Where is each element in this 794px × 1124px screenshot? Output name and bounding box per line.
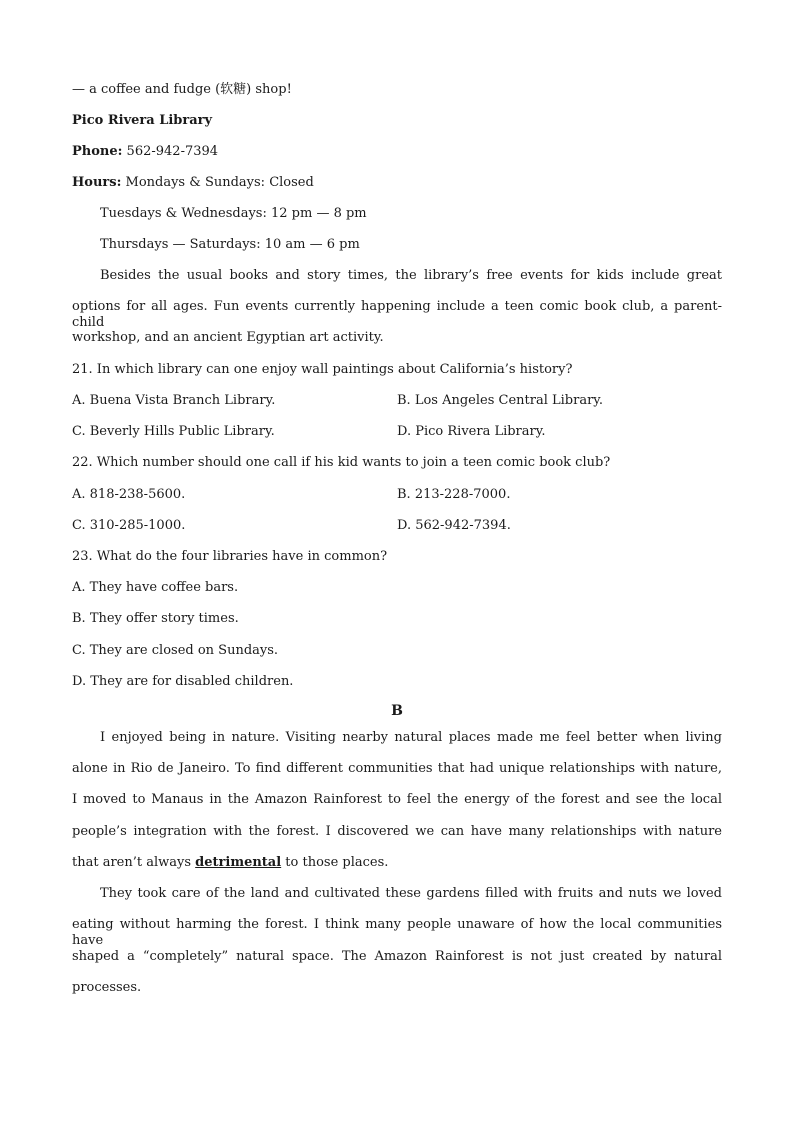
- question-23: 23. What do the four libraries have in common?: [72, 549, 388, 564]
- library-name: Pico Rivera Library: [72, 113, 213, 128]
- hours-thu-sat: Thursdays — Saturdays: 10 am — 6 pm: [100, 237, 360, 252]
- q21-option-c: C. Beverly Hills Public Library.: [72, 424, 275, 439]
- library-desc-line-2: options for all ages. Fun events currently happening include a teen comic book club, a parent-child: [72, 299, 722, 330]
- hours-line: [72, 175, 722, 191]
- q22-option-b: B. 213-228-7000.: [397, 487, 511, 502]
- hours-tue-wed: Tuesdays & Wednesdays: 12 pm — 8 pm: [100, 206, 367, 221]
- passage-b-p2-line-1: They took care of the land and cultivated these gardens filled with fruits and nuts we loved: [100, 886, 722, 901]
- passage-b-p1-line-3: I moved to Manaus in the Amazon Rainforest to feel the energy of the forest and see the local: [72, 792, 722, 807]
- intro-line: — a coffee and fudge (软糖) shop!: [72, 82, 292, 97]
- passage-b-p2-line-4: processes.: [72, 980, 142, 995]
- q22-option-c: C. 310-285-1000.: [72, 518, 186, 533]
- library-desc-line-3: workshop, and an ancient Egyptian art activity.: [72, 330, 384, 345]
- p1-line-5-pre: that aren’t always: [72, 855, 196, 870]
- passage-b-p1-line-1: I enjoyed being in nature. Visiting nearby natural places made me feel better when living: [100, 730, 722, 745]
- phone-line: [72, 144, 722, 160]
- q21-option-a: A. Buena Vista Branch Library.: [72, 393, 276, 408]
- q22-option-d: D. 562-942-7394.: [397, 518, 511, 533]
- p1-line-5-post: to those places.: [281, 855, 389, 870]
- q21-option-d: D. Pico Rivera Library.: [397, 424, 546, 439]
- hours-label: Hours:: [72, 175, 122, 190]
- passage-b-p1-line-4: people’s integration with the forest. I discovered we can have many relationships with nature: [72, 824, 722, 839]
- passage-b-p1-line-5: [72, 855, 722, 871]
- passage-b-p2-line-2: eating without harming the forest. I think many people unaware of how the local communities have: [72, 917, 722, 948]
- passage-b-p2-line-3: shaped a “completely” natural space. The Amazon Rainforest is not just created by natural: [72, 949, 722, 964]
- vocab-word-detrimental: detrimental: [195, 855, 282, 870]
- q21-option-b: B. Los Angeles Central Library.: [397, 393, 604, 408]
- q23-option-b: B. They offer story times.: [72, 611, 239, 626]
- question-21: 21. In which library can one enjoy wall paintings about California’s history?: [72, 362, 573, 377]
- phone-number: 562-942-7394: [122, 144, 219, 159]
- q23-option-d: D. They are for disabled children.: [72, 674, 294, 689]
- q22-option-a: A. 818-238-5600.: [72, 487, 186, 502]
- section-b-heading: B: [391, 703, 403, 719]
- hours-closed: Mondays & Sundays: Closed: [121, 175, 314, 190]
- question-22: 22. Which number should one call if his kid wants to join a teen comic book club?: [72, 455, 611, 470]
- q23-option-c: C. They are closed on Sundays.: [72, 643, 279, 658]
- passage-b-p1-line-2: alone in Rio de Janeiro. To find different communities that had unique relationships with nature,: [72, 761, 722, 776]
- library-desc-line-1: Besides the usual books and story times, the library’s free events for kids include great: [100, 268, 722, 283]
- phone-label: Phone:: [72, 144, 123, 159]
- q23-option-a: A. They have coffee bars.: [72, 580, 239, 595]
